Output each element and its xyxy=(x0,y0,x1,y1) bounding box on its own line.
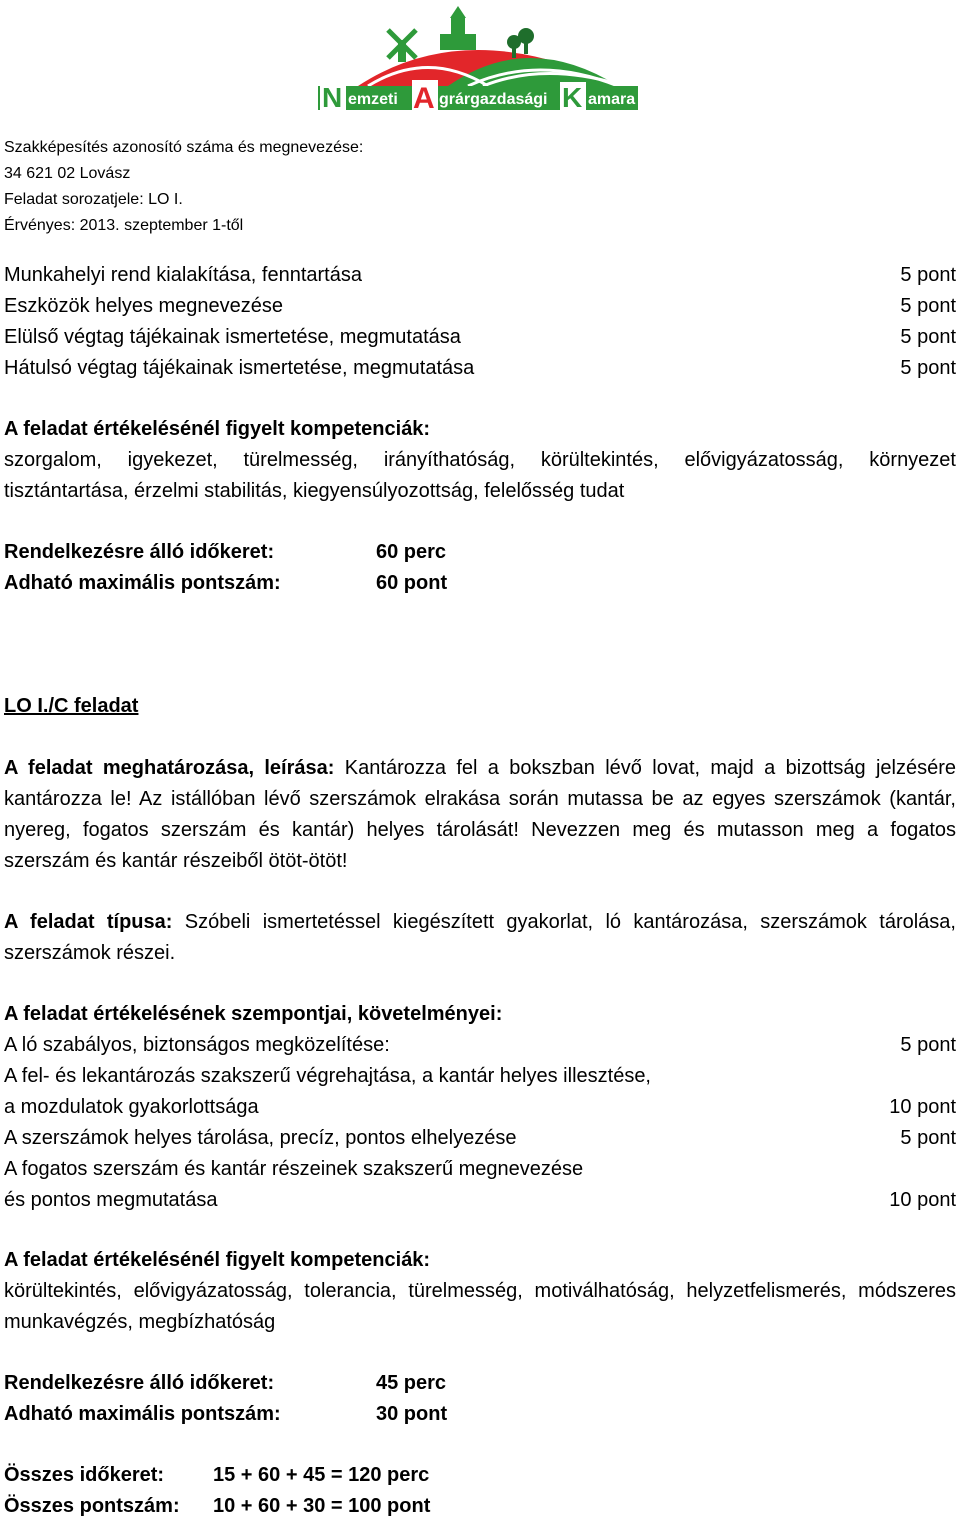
document-header xyxy=(4,135,363,239)
totals xyxy=(4,1460,956,1522)
type-text: Szóbeli ismertetéssel kiegészített gyakorlat, ló kantározása, szerszámok tárolása, szerszámok részei. xyxy=(4,911,956,964)
total-points-label: Összes pontszám: xyxy=(4,1495,180,1517)
time-limit-value: 60 perc xyxy=(376,541,447,563)
max-points-label: Adható maximális pontszám: xyxy=(4,572,281,594)
criteria-label-cont: és pontos megmutatása xyxy=(4,1189,218,1211)
nak-logo xyxy=(318,4,638,110)
total-points-row xyxy=(4,1491,956,1522)
criteria-label-cont: a mozdulatok gyakorlottsága xyxy=(4,1096,259,1118)
criteria-points: 10 pont xyxy=(889,1096,956,1118)
nak-logo-graphic xyxy=(318,4,638,110)
total-time-value: 15 + 60 + 45 = 120 perc xyxy=(213,1464,430,1486)
criteria-label: A fogatos szerszám és kantár részeinek szakszerű megnevezése xyxy=(4,1158,584,1180)
max-points-row xyxy=(4,568,956,599)
task-c-competencies xyxy=(4,1245,956,1338)
criteria-label: A ló szabályos, biztonságos megközelítése: xyxy=(4,1034,390,1056)
score-row xyxy=(4,353,956,384)
score-points: 5 pont xyxy=(900,326,956,348)
criteria-points: 10 pont xyxy=(889,1189,956,1211)
score-points: 5 pont xyxy=(900,357,956,379)
max-points-label: Adható maximális pontszám: xyxy=(4,1403,281,1425)
competencies-text: szorgalom, igyekezet, türelmesség, irányíthatóság, körültekintés, elővigyázatosság, környezet tisztántartása, érzelmi stabilitás, kiegyensúlyozottság, felelősség tudat xyxy=(4,449,956,502)
criteria-points: 5 pont xyxy=(900,1127,956,1149)
task-series: Feladat sorozatjele: LO I. xyxy=(4,191,183,208)
time-limit-value: 45 perc xyxy=(376,1372,447,1394)
svg-text:N: N xyxy=(322,82,343,110)
valid-from: Érvényes: 2013. szeptember 1-től xyxy=(4,217,244,234)
score-label: Munkahelyi rend kialakítása, fenntartása xyxy=(4,264,362,286)
type-paragraph xyxy=(4,907,956,969)
score-row xyxy=(4,260,956,291)
task-c-definition xyxy=(4,753,956,877)
score-label: Hátulsó végtag tájékainak ismertetése, megmutatása xyxy=(4,357,475,379)
definition-label: A feladat meghatározása, leírása: xyxy=(4,757,335,779)
score-points: 5 pont xyxy=(900,295,956,317)
task-c-title-block xyxy=(4,691,956,722)
task-b-limits xyxy=(4,537,956,599)
task-c-criteria xyxy=(4,999,956,1216)
competencies-heading: A feladat értékelésénél figyelt kompetenciák: xyxy=(4,418,431,440)
criteria-points: 5 pont xyxy=(900,1034,956,1056)
qualification-label: Szakképesítés azonosító száma és megnevezése: xyxy=(4,139,364,156)
task-c-type xyxy=(4,907,956,969)
time-limit-row xyxy=(4,537,956,568)
definition-paragraph xyxy=(4,753,956,877)
score-label: Eszközök helyes megnevezése xyxy=(4,295,284,317)
score-row xyxy=(4,291,956,322)
task-b-score-list xyxy=(4,260,956,384)
total-time-row xyxy=(4,1460,956,1491)
time-limit-label: Rendelkezésre álló időkeret: xyxy=(4,1372,275,1394)
total-points-value: 10 + 60 + 30 = 100 pont xyxy=(213,1495,431,1517)
criteria-row xyxy=(4,1030,956,1061)
max-points-value: 30 pont xyxy=(376,1403,448,1425)
max-points-value: 60 pont xyxy=(376,572,448,594)
criteria-label: A szerszámok helyes tárolása, precíz, pontos elhelyezése xyxy=(4,1127,517,1149)
criteria-row xyxy=(4,1154,956,1185)
svg-text:A: A xyxy=(413,82,435,110)
score-points: 5 pont xyxy=(900,264,956,286)
definition-text: Kantározza fel a bokszban lévő lovat, majd a bizottság jelzésére kantározza le! Az istállóban lévő szerszámok elrakása során mutassa be az egyes szerszámok (kantár, nyereg, fogatos szerszám és kantár) helyes tárolását! Nevezzen meg és mutasson meg a fogatos szerszám és kantár részeiből ötöt-ötöt! xyxy=(4,757,956,872)
time-limit-row xyxy=(4,1368,956,1399)
svg-text:grárgazdasági: grárgazdasági xyxy=(439,91,548,108)
svg-text:K: K xyxy=(562,82,583,110)
task-c-limits xyxy=(4,1368,956,1430)
criteria-row xyxy=(4,1123,956,1154)
max-points-row xyxy=(4,1399,956,1430)
criteria-row xyxy=(4,1092,956,1123)
criteria-row xyxy=(4,1185,956,1216)
score-label: Elülső végtag tájékainak ismertetése, megmutatása xyxy=(4,326,461,348)
qualification-name: 34 621 02 Lovász xyxy=(4,165,131,182)
criteria-heading: A feladat értékelésének szempontjai, követelményei: xyxy=(4,1003,503,1025)
criteria-row xyxy=(4,1061,956,1092)
task-title: LO I./C feladat xyxy=(4,695,139,717)
total-time-label: Összes időkeret: xyxy=(4,1464,165,1486)
criteria-label: A fel- és lekantározás szakszerű végrehajtása, a kantár helyes illesztése, xyxy=(4,1065,651,1087)
type-label: A feladat típusa: xyxy=(4,911,173,933)
time-limit-label: Rendelkezésre álló időkeret: xyxy=(4,541,275,563)
competencies-text: körültekintés, elővigyázatosság, tolerancia, türelmesség, motiválhatóság, helyzetfelismerés, módszeres munkavégzés, megbízhatóság xyxy=(4,1280,956,1333)
svg-text:emzeti: emzeti xyxy=(348,91,398,108)
task-b-competencies xyxy=(4,414,956,507)
score-row xyxy=(4,322,956,353)
competencies-heading: A feladat értékelésénél figyelt kompetenciák: xyxy=(4,1249,431,1271)
svg-text:amara: amara xyxy=(588,91,636,108)
